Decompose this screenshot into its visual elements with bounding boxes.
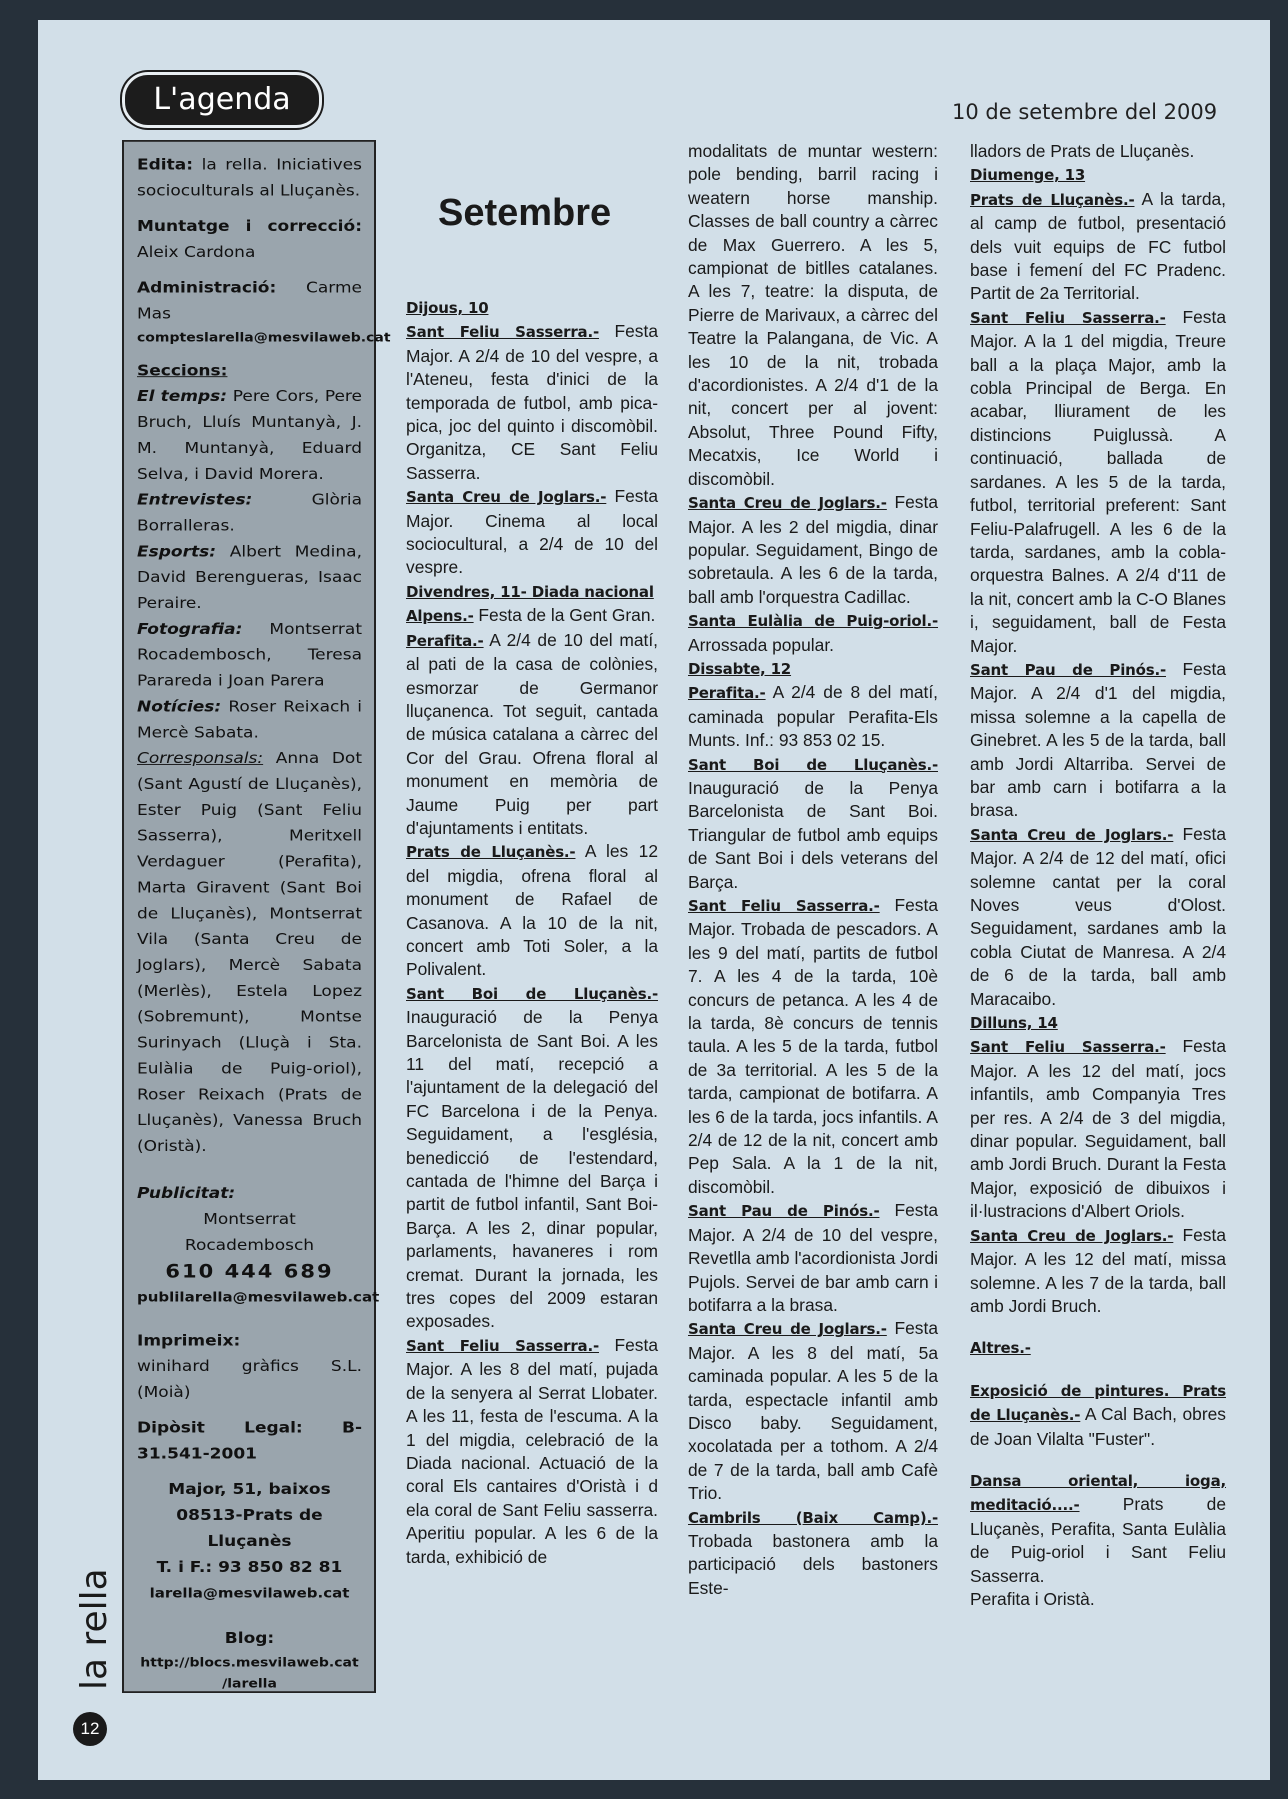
agenda-entry — [406, 296, 658, 320]
agenda-entry — [688, 609, 938, 657]
agenda-entry — [688, 140, 938, 491]
agenda-entry-heading: Diumenge, 13 — [970, 166, 1086, 185]
spacer — [970, 1361, 1226, 1379]
agenda-entry — [688, 894, 938, 1199]
spacer — [970, 1318, 1226, 1336]
brand-vertical: la rella — [74, 1568, 115, 1690]
agenda-entry — [406, 1334, 658, 1569]
credits-admin-email: compteslarella@mesvilaweb.cat — [137, 330, 391, 346]
section-badge: L'agenda — [122, 72, 322, 128]
credits-email: larella@mesvilaweb.cat — [149, 1585, 350, 1602]
issue-date: 10 de setembre del 2009 — [952, 100, 1218, 124]
agenda-entry-heading: Santa Creu de Joglars.- — [970, 1226, 1174, 1245]
agenda-entry-text: A 2/4 de 10 del matí, al pati de la casa de colònies, esmorzar de Germanor lluçanenca. Tot seguit, cantada de música catalana a càrrec del Cor del Grau. Ofrena floral al monument en memòria de Jaume Puig per part d'ajuntaments i entitats. — [406, 629, 658, 838]
agenda-entry — [406, 485, 658, 580]
agenda-entry-heading: Prats de Lluçanès.- — [970, 190, 1135, 209]
agenda-entry-text: A les 12 del migdia, ofrena floral al monument de Rafael de Casanova. A la 10 de la nit, concert amb Toti Soler, a la Polivalent. — [406, 841, 659, 980]
agenda-entry-text: Festa Major. A 2/4 de 10 del vespre, Revetlla amb l'acordionista Jordi Pujols. Servei de bar amb carn i botifarra a la brasa. — [688, 1200, 938, 1315]
credits-phone: T. i F.: 93 850 82 81 — [156, 1558, 343, 1577]
agenda-entry — [970, 1224, 1226, 1319]
credits-noticies: Notícies: Roser Reixach i Mercè Sabata. — [137, 698, 362, 742]
agenda-entry-text: Festa Major. A la 1 del migdia, Treure ball a la plaça Major, amb la cobla Principal de Berga. En acabar, lliurament de les distincions Puiglussà. A continuació, ballada de sardanes. A les 5 de la tarda, futbol, territorial preferent: Sant Feliu-Palafrugell. A les 6 de la tarda, sardanes, amb la cobla-orquestra Balnes. A 2/4 d'11 de la nit, concert amb la C-O Blanes i, seguidament, ball de Festa Major. — [970, 306, 1227, 656]
credits-box — [122, 140, 391, 1693]
agenda-entry-heading: Santa Creu de Joglars.- — [688, 494, 887, 513]
credits-seccions: Seccions: — [137, 361, 228, 380]
agenda-entry — [970, 140, 1226, 163]
agenda-entry — [970, 163, 1226, 187]
agenda-entry-text: Festa Major. Cinema al local sociocultural, a 2/4 de 10 del vespre. — [406, 486, 658, 578]
agenda-entry — [406, 982, 658, 1334]
agenda-column-1 — [406, 296, 658, 1569]
agenda-entry — [688, 1199, 938, 1317]
credits-blog-label: Blog: — [224, 1629, 275, 1648]
agenda-entry — [688, 657, 938, 681]
agenda-entry-text: modalitats de muntar western: pole bending, barril racing i weatern horse manship. Classes de ball country a càrrec de Max Guerrero. A les 5, campionat de bitlles catalanes. A les 7, teatre: la disputa, de Pierre de Marivaux, a càrrec del Teatre la Palangana, de Vic. A les 10 de la nit, trobada d'acordionistes. A 2/4 d'1 de la nit, concert per al jovent: Absolut, Three Pound Fifty, Mecatxis, Ice World i discomòbil. — [688, 141, 938, 489]
agenda-entry-text: Prats de Lluçanès, Perafita, Santa Eulàlia de Puig-oriol i Sant Feliu Sasserra. — [970, 1494, 1226, 1586]
agenda-entry-heading: Dansa oriental, ioga, meditació....- — [970, 1471, 1226, 1515]
credits-publicitat-label: Publicitat: — [137, 1184, 236, 1203]
credits-address1: Major, 51, baixos — [168, 1480, 331, 1499]
agenda-entry-heading: Dilluns, 14 — [970, 1014, 1058, 1033]
agenda-entry-text: Festa Major. A les 12 del matí, jocs infantils, amb Companyia Tres per res. A 2/4 de 3 del migdia, dinar popular. Seguidament, ball amb Jordi Bruch. Durant la Festa Major, exposició de dibuixos i il·lustracions d'Albert Oriols. — [970, 1036, 1227, 1222]
agenda-entry-heading: Dissabte, 12 — [688, 659, 792, 678]
agenda-entry-text: Festa Major. A les 2 del migdia, dinar popular. Seguidament, Bingo de sobretaula. A les 6 de la tarda, ball amb l'orquestra Cadillac. — [688, 492, 938, 607]
credits-muntatge: Muntatge i correcció: Aleix Cardona — [137, 217, 362, 262]
agenda-entry-heading: Cambrils (Baix Camp).- — [688, 1508, 938, 1527]
agenda-entry-heading: Dijous, 10 — [406, 299, 489, 317]
agenda-entry-heading: Sant Boi de Lluçanès.- — [688, 755, 938, 774]
agenda-entry-text: Festa Major. A 2/4 de 12 del matí, ofici solemne cantat per la coral Noves veus d'Olost. Seguidament, sardanes amb la cobla Ciutat de Manresa. A 2/4 de 6 de la tarda, ball amb Maracaibo. — [970, 823, 1226, 1009]
month-title: Setembre — [438, 192, 612, 234]
agenda-entry-text: A 2/4 de 8 del matí, caminada popular Perafita-Els Munts. Inf.: 93 853 02 15. — [688, 682, 938, 751]
credits-imprimeix-label: Imprimeix: — [137, 1331, 241, 1350]
credits-edita: Edita: la rella. Iniciatives socioculturals al Lluçanès. — [137, 156, 362, 200]
agenda-entry-text: Inauguració de la Penya Barcelonista de Sant Boi. A les 11 del matí, recepció a l'ajuntament de la delegació del FC Barcelona i de la Penya. Seguidament, a l'església, benedicció de l'estendard, cantada de l'himne del Barça i partit de futbol infantil, Sant Boi-Barça. A les 2, dinar popular, parlaments, havaneres i rom cremat. Durant la jornada, les tres copes del 2009 estaran exposades. — [406, 1007, 658, 1332]
agenda-entry-heading: Santa Creu de Joglars.- — [688, 1320, 887, 1339]
agenda-entry — [970, 823, 1226, 1011]
agenda-entry-heading: Sant Feliu Sasserra.- — [970, 308, 1166, 327]
credits-diposit: Dipòsit Legal: B-31.541-2001 — [137, 1419, 362, 1463]
agenda-entry-text: lladors de Prats de Lluçanès. — [970, 141, 1195, 161]
agenda-entry-text: A Cal Bach, obres de Joan Vilalta "Fuster". — [970, 1404, 1226, 1449]
agenda-entry-heading: Santa Creu de Joglars.- — [406, 488, 607, 507]
agenda-entry-text: Festa de la Gent Gran. — [473, 605, 656, 626]
agenda-column-3 — [970, 140, 1226, 1611]
agenda-entry-heading: Exposició de pintures. Prats de Lluçanès.- — [970, 1381, 1226, 1425]
agenda-entry-heading: Altres.- — [970, 1339, 1031, 1358]
credits-admin: Administració: Carme Mas — [137, 279, 362, 323]
agenda-entry — [406, 840, 658, 981]
credits-publicitat-phone: 610 444 689 — [165, 1260, 334, 1283]
agenda-entry — [688, 491, 938, 609]
credits-esports: Esports: Albert Medina, David Berengueras, Isaac Peraire. — [137, 542, 362, 613]
agenda-entry — [970, 1011, 1226, 1035]
page-number: 12 — [73, 1712, 107, 1746]
agenda-entry — [406, 604, 658, 628]
spacer — [970, 1451, 1226, 1469]
agenda-entry — [970, 1379, 1226, 1451]
credits-entrevistes: Entrevistes: Glòria Borralleras. — [137, 491, 362, 535]
agenda-entry — [688, 681, 938, 752]
agenda-entry-text: Festa Major. A les 8 del matí, 5a caminada popular. A les 5 de la tarda, espectacle infantil amb Disco baby. Seguidament, xocolatada per a tothom. A 2/4 de 7 de la tarda, ball amb Cafè Trio. — [688, 1318, 938, 1504]
agenda-entry-text: Trobada bastonera amb la participació dels bastoners Este- — [688, 1530, 938, 1598]
credits-blog-url2: /larella — [222, 1676, 277, 1692]
credits-corresponsals: Corresponsals: Anna Dot (Sant Agustí de Lluçanès), Ester Puig (Sant Feliu Sasserra), Meritxell Verdaguer (Perafita), Marta Giravent (Sant Boi de Lluçanès), Montserrat Vila (Santa Creu de Joglars), Mercè Sabata (Merlès), Estela Lopez (Sobremunt), Montse Surinyach (Lluçà i Sta. Eulàlia de Puig-oriol), Roser Reixach (Prats de Lluçanès), Vanessa Bruch (Oristà). — [137, 749, 362, 1156]
agenda-entry — [688, 753, 938, 894]
agenda-entry — [688, 1317, 938, 1505]
agenda-entry-text: Festa Major. Trobada de pescadors. A les 9 del matí, partits de futbol 7. A les 4 de la tarda, 10è concurs de petanca. A les 4 de la tarda, 8è concurs de tennis taula. A les 5 de la tarda, futbol de 3a territorial. A les 5 de la tarda, campionat de botifarra. A les 6 de la tarda, jocs infantils. A 2/4 de 12 de la nit, concert amb Pep Sala. A la 1 de la nit, discomòbil. — [688, 895, 939, 1197]
credits-fotografia: Fotografia: Montserrat Rocadembosch, Teresa Parareda i Joan Parera — [137, 620, 362, 691]
credits-eltemps: El temps: Pere Cors, Pere Bruch, Lluís Muntanyà, J. M. Muntanyà, Eduard Selva, i David Morera. — [137, 387, 363, 484]
agenda-entry — [970, 658, 1226, 823]
agenda-entry — [970, 1469, 1226, 1588]
agenda-entry — [970, 1336, 1226, 1360]
agenda-entry-text: A la tarda, al camp de futbol, presentació dels vuit equips de FC futbol base i femení del FC Pradenc. Partit de 2a Territorial. — [970, 188, 1226, 304]
agenda-entry — [406, 629, 658, 841]
credits-publicitat-name: Montserrat Rocadembosch — [184, 1210, 315, 1255]
agenda-entry-text: Festa Major. A 2/4 de 10 del vespre, a l'Ateneu, festa d'inici de la temporada de futbol, amb pica-pica, joc del quinto i discomòbil. Organitza, CE Sant Feliu Sasserra. — [406, 321, 659, 483]
agenda-entry-heading: Santa Creu de Joglars.- — [970, 825, 1174, 844]
agenda-entry — [970, 306, 1226, 658]
agenda-entry-text: Inauguració de la Penya Barcelonista de Sant Boi. Triangular de futbol amb equips de Sant Boi i dels veterans del Barça. — [688, 777, 938, 892]
agenda-entry-text: Festa Major. A les 12 del matí, missa solemne. A les 7 de la tarda, ball amb Jordi Bruch. — [970, 1224, 1226, 1316]
agenda-entry-heading: Sant Pau de Pinós.- — [970, 660, 1166, 679]
agenda-entry-text: Arrossada popular. — [688, 634, 834, 655]
agenda-entry-heading: Sant Pau de Pinós.- — [688, 1202, 880, 1221]
agenda-entry — [688, 1506, 938, 1601]
agenda-entry-heading: Perafita.- — [688, 684, 766, 703]
credits-blog-url1: http://blocs.mesvilaweb.cat — [140, 1655, 359, 1670]
credits-imprimeix: winihard gràfics S.L. (Moià) — [137, 1357, 362, 1402]
agenda-column-2 — [688, 140, 938, 1600]
agenda-entry — [406, 580, 658, 604]
agenda-entry-heading: Alpens.- — [406, 607, 474, 626]
agenda-entry-heading: Sant Feliu Sasserra.- — [406, 1336, 599, 1355]
agenda-entry — [970, 188, 1226, 306]
credits-publicitat-email: publilarella@mesvilaweb.cat — [137, 1289, 380, 1306]
agenda-entry-heading: Sant Feliu Sasserra.- — [970, 1038, 1166, 1057]
agenda-entry-heading: Santa Eulàlia de Puig-oriol.- — [688, 612, 938, 631]
agenda-entry — [970, 1588, 1226, 1611]
agenda-entry-heading: Perafita.- — [406, 631, 484, 650]
agenda-entry-heading: Sant Boi de Lluçanès.- — [406, 984, 658, 1003]
agenda-entry-heading: Prats de Lluçanès.- — [406, 843, 576, 862]
agenda-entry-heading: Sant Feliu Sasserra.- — [688, 897, 880, 915]
agenda-entry-text: Festa Major. A 2/4 d'1 del migdia, missa solemne a la capella de Ginebret. A les 5 de la tarda, ball amb Jordi Altarriba. Servei de bar amb carn i botifarra a la brasa. — [970, 658, 1226, 821]
agenda-entry-text: Festa Major. A les 8 del matí, pujada de la senyera al Serrat Llobater. A les 11, festa de l'escuma. A la 1 del migdia, celebració de la Diada nacional. Actuació de la coral Els cantaires d'Oristà i d ela coral de Sant Feliu sasserra. Aperitiu popular. A les 6 de la tarda, exhibició de — [406, 1334, 659, 1567]
agenda-entry-text: Perafita i Oristà. — [970, 1588, 1095, 1609]
agenda-entry — [406, 320, 658, 485]
credits-address2: 08513-Prats de Lluçanès — [176, 1506, 323, 1551]
agenda-entry-heading: Divendres, 11- Diada nacional — [406, 582, 654, 601]
agenda-entry-heading: Sant Feliu Sasserra.- — [406, 323, 599, 342]
agenda-entry — [970, 1035, 1226, 1223]
